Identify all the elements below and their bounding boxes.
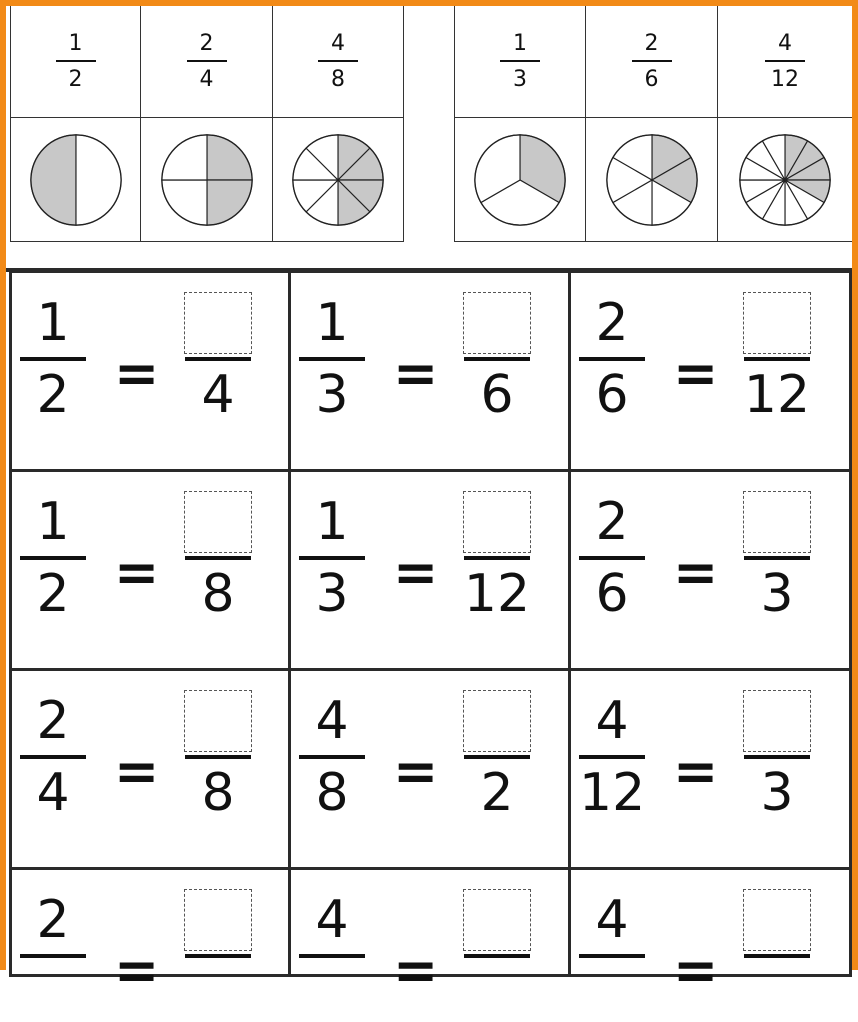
equation: [571, 472, 849, 668]
target-fraction: [184, 890, 252, 1022]
ref-denominator: 3: [513, 66, 527, 92]
answer-slot: [184, 890, 252, 950]
ref-fraction-cell: [455, 6, 586, 118]
fraction-bar: [744, 755, 810, 759]
target-fraction: [743, 691, 811, 823]
equivalence-problem: [9, 867, 291, 1002]
fraction-bar: [56, 60, 96, 62]
ref-fraction-cell: [11, 6, 141, 118]
ref-pie-cell: [718, 118, 852, 241]
given-denominator: 6: [595, 365, 629, 425]
equivalence-problem: [9, 469, 291, 671]
answer-box[interactable]: [743, 292, 811, 354]
equals-sign: =: [673, 740, 719, 803]
shaded-slice: [30, 134, 75, 224]
ref-denominator: 4: [199, 66, 214, 92]
given-numerator: 2: [36, 890, 70, 950]
target-fraction: [463, 492, 531, 624]
equals-sign: =: [114, 939, 160, 1002]
ref-fraction-cell: [141, 6, 273, 118]
ref-pie-cell: [586, 118, 718, 241]
ref-fraction: [187, 31, 227, 93]
equals-sign: =: [393, 541, 439, 604]
equivalence-problem: [288, 270, 571, 472]
given-fraction: [20, 890, 86, 1022]
fraction-pie: [604, 132, 700, 228]
answer-box[interactable]: [743, 889, 811, 951]
answer-box[interactable]: [463, 889, 531, 951]
ref-numerator: 4: [331, 30, 345, 56]
ref-fraction: [318, 31, 358, 93]
ref-numerator: 2: [644, 30, 659, 56]
fraction-bar: [744, 954, 810, 958]
fraction-pie: [737, 132, 833, 228]
equivalence-problem: [9, 270, 291, 472]
answer-slot: [463, 492, 531, 552]
given-numerator: 2: [595, 293, 629, 353]
given-denominator: 6: [595, 564, 629, 624]
ref-denominator: 6: [644, 66, 659, 92]
fraction-bar: [579, 954, 645, 958]
given-numerator: 1: [315, 492, 349, 552]
given-fraction: [20, 691, 86, 823]
fraction-bar: [579, 755, 645, 759]
ref-fraction-cell: [586, 6, 718, 118]
equation: [571, 273, 849, 469]
given-denominator: 4: [36, 763, 70, 823]
given-denominator: 8: [315, 763, 349, 823]
equation: [12, 870, 288, 1002]
target-fraction: [743, 890, 811, 1022]
answer-slot: [463, 890, 531, 950]
given-numerator: 4: [595, 890, 629, 950]
equals-sign: =: [673, 541, 719, 604]
equivalence-problem: [288, 867, 571, 1002]
given-fraction: [579, 691, 645, 823]
fraction-bar: [765, 60, 805, 62]
equation: [291, 870, 568, 1002]
target-denominator: 6: [480, 365, 514, 425]
problem-grid: [9, 270, 852, 1002]
fraction-bar: [299, 556, 365, 560]
ref-fraction-cell: [273, 6, 403, 118]
fraction-bar: [20, 755, 86, 759]
target-fraction: [743, 492, 811, 624]
equivalence-problem: [9, 668, 291, 870]
fraction-bar: [318, 60, 358, 62]
fraction-bar: [20, 357, 86, 361]
equation: [12, 671, 288, 867]
equivalence-problem: [288, 469, 571, 671]
given-numerator: 1: [36, 492, 70, 552]
given-fraction: [20, 492, 86, 624]
fraction-bar: [185, 556, 251, 560]
given-denominator: 2: [36, 564, 70, 624]
fraction-bar: [299, 954, 365, 958]
ref-pie-cell: [455, 118, 586, 241]
ref-fraction-cell: [718, 6, 852, 118]
fraction-bar: [464, 357, 530, 361]
equivalence-problem: [288, 668, 571, 870]
target-denominator: 3: [760, 564, 794, 624]
equivalence-problem: [568, 668, 852, 870]
given-fraction: [579, 492, 645, 624]
target-fraction: [463, 890, 531, 1022]
answer-box[interactable]: [743, 690, 811, 752]
target-denominator: 8: [201, 564, 235, 624]
answer-box[interactable]: [184, 292, 252, 354]
fraction-pie: [472, 132, 568, 228]
fraction-pie: [159, 132, 255, 228]
fraction-bar: [744, 357, 810, 361]
equals-sign: =: [673, 939, 719, 1002]
answer-slot: [184, 492, 252, 552]
ref-fraction: [632, 31, 672, 93]
answer-slot: [743, 293, 811, 353]
given-fraction: [20, 293, 86, 425]
equals-sign: =: [114, 740, 160, 803]
given-numerator: 4: [315, 691, 349, 751]
equation: [291, 671, 568, 867]
fraction-bar: [464, 954, 530, 958]
ref-pie-cell: [11, 118, 141, 241]
fraction-bar: [464, 556, 530, 560]
fraction-bar: [185, 357, 251, 361]
fraction-bar: [185, 755, 251, 759]
fraction-bar: [579, 556, 645, 560]
fraction-pie: [290, 132, 386, 228]
equation: [291, 472, 568, 668]
answer-slot: [743, 691, 811, 751]
equivalence-problem: [568, 270, 852, 472]
fraction-bar: [299, 755, 365, 759]
answer-box[interactable]: [463, 690, 531, 752]
ref-numerator: 1: [513, 30, 527, 56]
ref-numerator: 4: [778, 30, 792, 56]
fraction-bar: [579, 357, 645, 361]
ref-fraction: [56, 31, 96, 93]
given-fraction: [579, 293, 645, 425]
equation: [12, 472, 288, 668]
target-denominator: 4: [201, 365, 235, 425]
target-denominator: 2: [480, 763, 514, 823]
answer-box[interactable]: [743, 491, 811, 553]
answer-box[interactable]: [184, 889, 252, 951]
target-fraction: [463, 691, 531, 823]
fraction-bar: [20, 954, 86, 958]
given-numerator: 1: [315, 293, 349, 353]
fraction-bar: [464, 755, 530, 759]
fraction-bar: [299, 357, 365, 361]
given-denominator: 3: [315, 564, 349, 624]
fraction-bar: [500, 60, 540, 62]
answer-slot: [463, 293, 531, 353]
target-fraction: [743, 293, 811, 425]
ref-fraction: [500, 31, 540, 93]
answer-box[interactable]: [184, 491, 252, 553]
ref-denominator: 12: [771, 66, 799, 92]
slice: [76, 134, 121, 224]
given-numerator: 2: [36, 691, 70, 751]
equation: [571, 671, 849, 867]
ref-denominator: 2: [68, 66, 83, 92]
answer-slot: [743, 492, 811, 552]
given-numerator: 4: [595, 691, 629, 751]
target-denominator: 12: [463, 564, 531, 624]
equals-sign: =: [114, 342, 160, 405]
equivalence-problem: [568, 469, 852, 671]
given-fraction: [299, 293, 365, 425]
equation: [571, 870, 849, 1002]
fraction-bar: [187, 60, 227, 62]
equation: [291, 273, 568, 469]
answer-slot: [184, 293, 252, 353]
given-denominator: 12: [579, 763, 646, 823]
equivalence-problem: [568, 867, 852, 1002]
equals-sign: =: [393, 342, 439, 405]
fraction-bar: [185, 954, 251, 958]
target-fraction: [184, 492, 252, 624]
target-denominator: 3: [760, 763, 794, 823]
given-numerator: 2: [595, 492, 629, 552]
answer-slot: [184, 691, 252, 751]
ref-numerator: 1: [68, 30, 83, 56]
target-fraction: [184, 691, 252, 823]
answer-slot: [463, 691, 531, 751]
given-fraction: [299, 691, 365, 823]
fraction-bar: [632, 60, 672, 62]
given-numerator: 1: [36, 293, 70, 353]
given-fraction: [579, 890, 645, 1022]
equals-sign: =: [673, 342, 719, 405]
answer-box[interactable]: [463, 292, 531, 354]
answer-box[interactable]: [184, 690, 252, 752]
equals-sign: =: [393, 939, 439, 1002]
equation: [12, 273, 288, 469]
equals-sign: =: [114, 541, 160, 604]
fraction-bar: [744, 556, 810, 560]
answer-box[interactable]: [463, 491, 531, 553]
ref-denominator: 8: [331, 66, 345, 92]
target-denominator: 8: [201, 763, 235, 823]
reference-table-halves: [10, 6, 404, 242]
given-fraction: [299, 890, 365, 1022]
target-denominator: 12: [743, 365, 811, 425]
ref-fraction: [765, 31, 805, 93]
answer-slot: [743, 890, 811, 950]
reference-table-thirds: [454, 6, 852, 242]
target-fraction: [463, 293, 531, 425]
fraction-bar: [20, 556, 86, 560]
ref-pie-cell: [141, 118, 273, 241]
given-denominator: 3: [315, 365, 349, 425]
ref-pie-cell: [273, 118, 403, 241]
ref-numerator: 2: [199, 30, 214, 56]
given-fraction: [299, 492, 365, 624]
given-numerator: 4: [315, 890, 349, 950]
equals-sign: =: [393, 740, 439, 803]
fraction-pie: [28, 132, 124, 228]
given-denominator: 2: [36, 365, 70, 425]
target-fraction: [184, 293, 252, 425]
